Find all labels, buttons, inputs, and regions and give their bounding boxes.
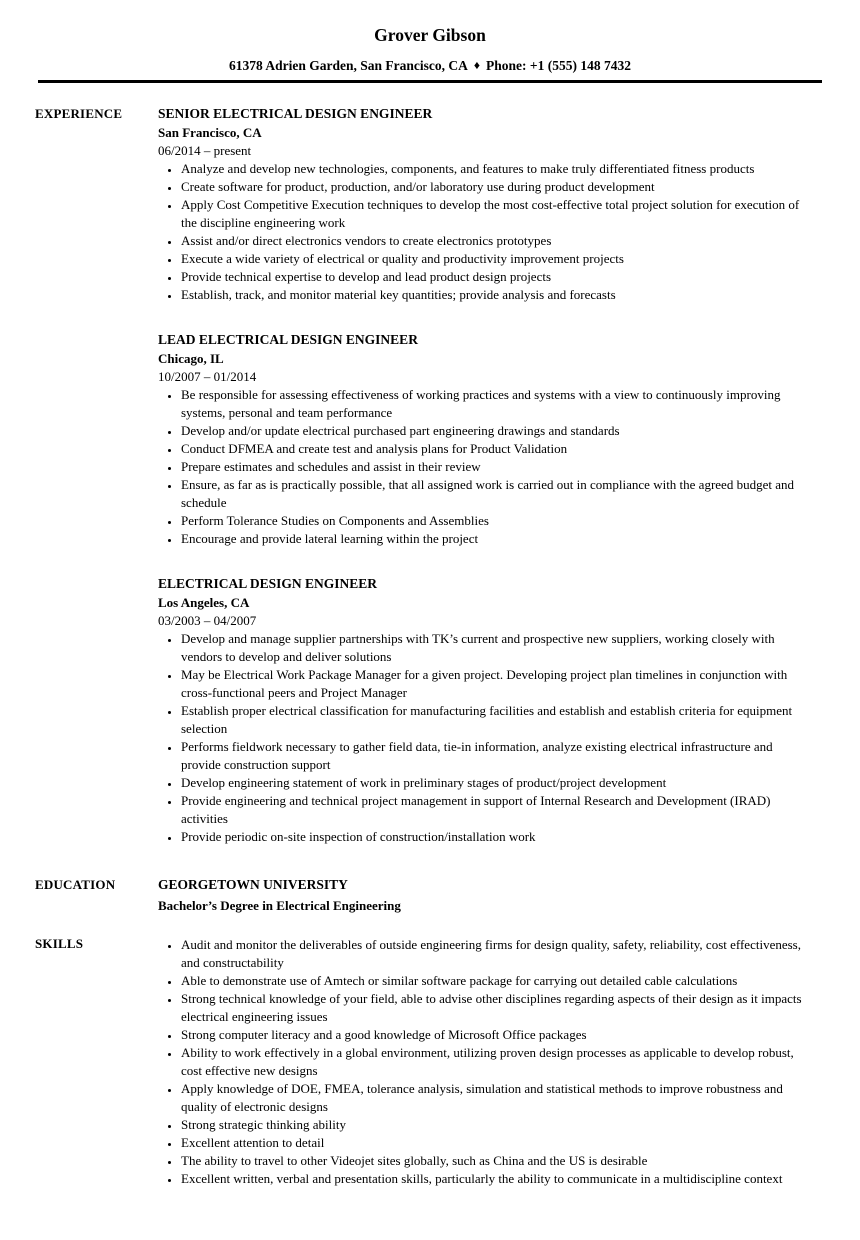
bullet-item: • Assist and/or direct electronics vendors to create electronics prototypes [180,232,810,250]
bullet-item: • Develop and/or update electrical purchased part engineering drawings and standards [180,422,810,440]
bullet-item: • Establish proper electrical classification for manufacturing facilities and establish and establish criteria for equipment selection [180,702,810,738]
bullet-item: • Develop engineering statement of work in preliminary stages of product/project development [180,774,810,792]
experience-content [158,104,810,846]
job-title: ELECTRICAL DESIGN ENGINEER [158,576,378,591]
bullet-item: • Apply Cost Competitive Execution techniques to develop the most cost-effective total project solution for execution of the discipline engineering work [180,196,810,232]
bullet-item: • The ability to travel to other Videojet sites globally, such as China and the US is desirable [180,1152,810,1170]
job-dates: 03/2003 – 04/2007 [158,613,257,628]
contact-phone: Phone: +1 (555) 148 7432 [486,58,631,73]
job-entry [158,330,810,548]
bullet-item: • Perform Tolerance Studies on Components and Assemblies [180,512,810,530]
bullet-item: • Encourage and provide lateral learning within the project [180,530,810,548]
bullet-item: • Provide technical expertise to develop and lead product design projects [180,268,810,286]
section-label-skills: SKILLS [35,936,84,951]
job-location: Chicago, IL [158,351,224,366]
bullet-item: • Strong computer literacy and a good knowledge of Microsoft Office packages [180,1026,810,1044]
bullet-item: • Apply knowledge of DOE, FMEA, tolerance analysis, simulation and statistical methods to improve robustness and quality of electronic designs [180,1080,810,1116]
job-bullets [158,160,810,304]
contact-address: 61378 Adrien Garden, San Francisco, CA [229,58,468,73]
bullet-item: • Strong technical knowledge of your field, able to advise other disciplines regarding aspects of their design as it impacts electrical engineering issues [180,990,810,1026]
job-bullets [158,386,810,548]
bullet-item: • Ensure, as far as is practically possible, that all assigned work is carried out in compliance with the agreed budget and schedule [180,476,810,512]
education-content [158,875,810,915]
education-degree: Bachelor’s Degree in Electrical Engineering [158,898,401,913]
bullet-item: • Provide engineering and technical project management in support of Internal Research and Development (IRAD) activities [180,792,810,828]
bullet-item: • Able to demonstrate use of Amtech or similar software package for carrying out detailed cable calculations [180,972,810,990]
skills-list [158,936,810,1188]
bullet-item: • Ability to work effectively in a global environment, utilizing proven design processes as applicable to develop robust, cost effective new designs [180,1044,810,1080]
job-location: San Francisco, CA [158,125,262,140]
bullet-item: • May be Electrical Work Package Manager for a given project. Developing project plan timelines in conjunction with cross-functional peers and Project Manager [180,666,810,702]
bullet-item: • Provide periodic on-site inspection of construction/installation work [180,828,810,846]
bullet-item: • Establish, track, and monitor material key quantities; provide analysis and forecasts [180,286,810,304]
bullet-item: • Analyze and develop new technologies, components, and features to make truly differentiated fitness products [180,160,810,178]
bullet-item: • Execute a wide variety of electrical or quality and productivity improvement projects [180,250,810,268]
job-entry [158,104,810,304]
resume-header [0,24,860,83]
job-bullets [158,630,810,846]
header-divider [38,80,822,83]
bullet-item: • Strong strategic thinking ability [180,1116,810,1134]
bullet-item: • Conduct DFMEA and create test and analysis plans for Product Validation [180,440,810,458]
bullet-item: • Create software for product, production, and/or laboratory use during product development [180,178,810,196]
bullet-item: • Excellent attention to detail [180,1134,810,1152]
job-dates: 06/2014 – present [158,143,252,158]
contact-line [0,57,860,75]
education-school: GEORGETOWN UNIVERSITY [158,877,348,892]
section-label-education: EDUCATION [35,877,116,892]
education-section [0,875,860,915]
job-location: Los Angeles, CA [158,595,250,610]
job-title: SENIOR ELECTRICAL DESIGN ENGINEER [158,106,433,121]
job-dates: 10/2007 – 01/2014 [158,369,257,384]
person-name: Grover Gibson [374,25,486,45]
bullet-item: • Audit and monitor the deliverables of outside engineering firms for design quality, safety, reliability, cost effectiveness, and constructability [180,936,810,972]
bullet-item: • Performs fieldwork necessary to gather field data, tie-in information, analyze existing electrical infrastructure and provide construction support [180,738,810,774]
job-title: LEAD ELECTRICAL DESIGN ENGINEER [158,332,418,347]
diamond-separator-icon: ♦ [473,58,481,72]
experience-section [0,104,860,846]
bullet-item: • Develop and manage supplier partnerships with TK’s current and prospective new suppliers, working closely with vendors to develop and deliver solutions [180,630,810,666]
bullet-item: • Prepare estimates and schedules and assist in their review [180,458,810,476]
skills-section [0,934,860,1188]
bullet-item: • Excellent written, verbal and presentation skills, particularly the ability to communicate in a multidiscipline context [180,1170,810,1188]
job-entry [158,574,810,846]
bullet-item: • Be responsible for assessing effectiveness of working practices and systems with a view to continuously improving systems, personal and team performance [180,386,810,422]
skills-content [158,934,810,1188]
section-label-experience: EXPERIENCE [35,106,123,121]
